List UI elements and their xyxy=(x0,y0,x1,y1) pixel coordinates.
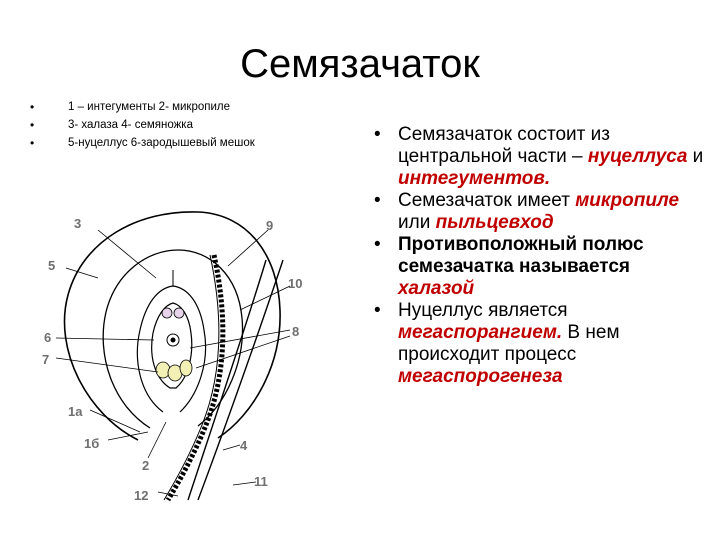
egg-cell xyxy=(162,308,172,318)
slide-title: Семязачаток xyxy=(240,42,480,86)
figure-label: 1б xyxy=(84,436,100,451)
figure-label: 7 xyxy=(42,352,50,367)
bullet-text: В нем происходит процесс xyxy=(398,322,620,365)
legend-item: • 1 – интегументы 2- микропиле xyxy=(30,98,330,116)
bullet-text: или xyxy=(398,212,436,233)
term-highlight: микропиле xyxy=(575,190,680,211)
bullet-text: Семезачаток имеет xyxy=(398,190,576,211)
bullet-item xyxy=(370,124,710,190)
legend-list xyxy=(30,98,330,152)
figure-label: 11 xyxy=(254,474,268,489)
bullet-text: Семязачаток состоит из центральной части – xyxy=(398,124,610,167)
central-nucleus-inner xyxy=(171,338,176,343)
bullet-item xyxy=(370,300,710,388)
figure-label: 1а xyxy=(68,404,83,419)
antipodal xyxy=(156,362,170,378)
term-highlight: нуцеллуса xyxy=(587,146,688,167)
legend-item: • 5-нуцеллус 6-зародышевый мешок xyxy=(30,134,330,152)
figure-label: 10 xyxy=(288,276,303,291)
legend-item: • 3- халаза 4- семяножка xyxy=(30,116,330,134)
figure-label: 6 xyxy=(44,330,52,345)
figure-label: 5 xyxy=(48,258,56,273)
figure-label: 2 xyxy=(142,458,150,473)
term-highlight: халазой xyxy=(398,278,475,299)
figure-label: 4 xyxy=(240,438,248,453)
funiculus-outer xyxy=(198,260,283,500)
antipodal xyxy=(180,360,192,376)
ovule-diagram xyxy=(28,200,328,510)
term-highlight: мегаспорогенеза xyxy=(398,366,563,387)
synergid xyxy=(174,308,184,318)
term-highlight: интегументов. xyxy=(398,168,551,189)
bullet-text: Противоположный полюс семезачатка называется xyxy=(398,234,644,277)
figure-label: 12 xyxy=(134,488,149,503)
bullet-item xyxy=(370,234,710,300)
bullet-text: Нуцеллус является xyxy=(398,300,568,321)
figure-label: 9 xyxy=(266,218,274,233)
figure-label: 8 xyxy=(292,324,300,339)
bullet-text: и xyxy=(687,146,704,167)
figure-label: 3 xyxy=(74,216,82,231)
bullet-list xyxy=(370,124,710,388)
term-highlight: пыльцевход xyxy=(435,212,554,233)
bullet-item xyxy=(370,190,710,234)
term-highlight: мегаспорангием. xyxy=(398,322,563,343)
